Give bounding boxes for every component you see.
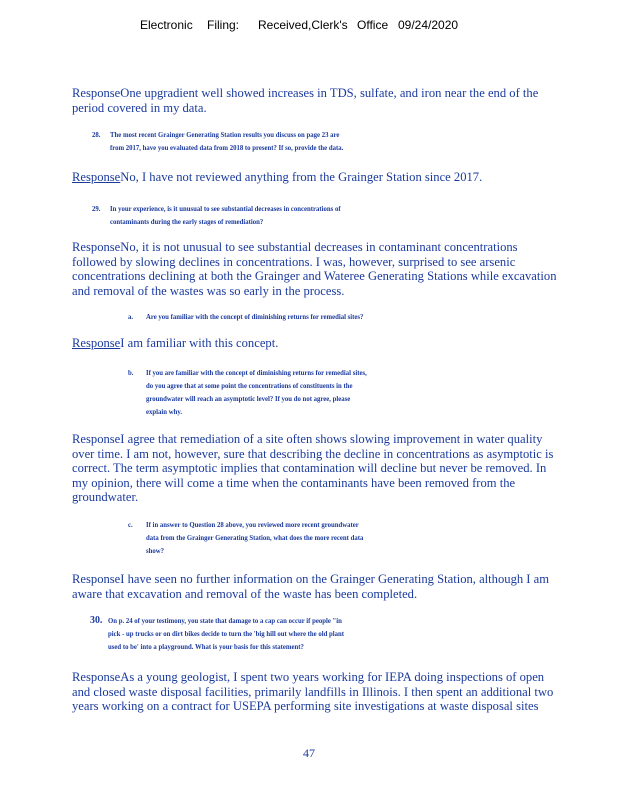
response-text: I am familiar with this concept.: [120, 336, 279, 350]
page-number: 47: [303, 746, 315, 760]
response-3: [72, 240, 562, 298]
question-number: 30.: [90, 614, 103, 626]
response-label: Response: [72, 240, 121, 254]
question-line: explain why.: [146, 407, 183, 416]
question-line: contaminants during the early stages of remediation?: [110, 217, 264, 226]
response-label: Response: [72, 86, 121, 100]
question-line: from 2017, have you evaluated data from 2018 to present? If so, provide the data.: [110, 143, 344, 152]
question-line: groundwater will reach an asymptotic level? If you do not agree, please: [146, 394, 351, 403]
question-line: used to be' into a playground. What is your basis for this statement?: [108, 642, 304, 651]
question-line: In your experience, is it unusual to see substantial decreases in concentrations of: [110, 204, 341, 213]
response-2: [72, 170, 562, 185]
header-office: Office: [357, 18, 389, 32]
response-label: Response: [72, 432, 121, 446]
question-number: c.: [128, 520, 133, 529]
question-line: show?: [146, 546, 165, 555]
header-electronic: Electronic: [140, 18, 193, 32]
response-text: I agree that remediation of a site often shows slowing improvement in water quality over time. I am not, however, sure that describing the decline in concentrations as asymptotic is correct. The term asymptotic implies that contamination will decline but never be removed. In my opinion, there will come a time when the contaminants have been removed from the groundwater.: [72, 432, 554, 505]
response-text: I have seen no further information on the Grainger Generating Station, although I am aware that excavation and removal of the waste has been completed.: [72, 572, 550, 601]
question-line: pick - up trucks or on dirt bikes decide to turn the 'big hill out where the old plant: [108, 629, 345, 638]
response-5: [72, 432, 562, 505]
response-1: [72, 86, 562, 115]
question-c: [128, 518, 364, 557]
header-date: 09/24/2020: [398, 18, 459, 32]
response-label: Response: [72, 170, 121, 184]
question-line: data from the Grainger Generating Station, what does the more recent data: [146, 533, 364, 542]
question-line: On p. 24 of your testimony, you state that damage to a cap can occur if people "in: [108, 616, 342, 625]
response-text: One upgradient well showed increases in TDS, sulfate, and iron near the end of the period covered in my data.: [72, 86, 539, 115]
question-line: Are you familiar with the concept of diminishing returns for remedial sites?: [146, 312, 364, 321]
response-label: Response: [72, 670, 121, 684]
response-4: [72, 336, 562, 351]
question-line: The most recent Grainger Generating Station results you discuss on page 23 are: [110, 130, 340, 139]
header-received: Received,Clerk's: [258, 18, 348, 32]
question-29: [92, 202, 341, 228]
response-text: No, I have not reviewed anything from the Grainger Station since 2017.: [120, 170, 483, 184]
question-number: b.: [128, 368, 134, 377]
response-label: Response: [72, 572, 121, 586]
question-28: [92, 128, 344, 154]
question-a: [128, 310, 364, 323]
header-filing: Filing:: [207, 18, 240, 32]
question-30: [90, 614, 345, 653]
response-text: As a young geologist, I spent two years working for IEPA doing inspections of open and closed waste disposal facilities, primarily landfills in Illinois. I then spent an additional two years working on a contract for USEPA performing site investigations at waste disposal sites: [72, 670, 554, 714]
question-number: 29.: [92, 204, 101, 213]
response-7: [72, 670, 562, 714]
question-line: If in answer to Question 28 above, you reviewed more recent groundwater: [146, 520, 359, 529]
response-6: [72, 572, 562, 601]
response-label: Response: [72, 336, 121, 350]
question-line: If you are familiar with the concept of diminishing returns for remedial sites,: [146, 368, 367, 377]
response-text: No, it is not unusual to see substantial decreases in contaminant concentrations followed by slowing declines in concentrations. I was, however, surprised to see arsenic concentrations declining at both the Grainger and Wateree Generating Stations while excavation and removal of the wastes was so early in the process.: [72, 240, 557, 298]
question-number: a.: [128, 312, 134, 321]
question-line: do you agree that at some point the concentrations of constituents in the: [146, 381, 353, 390]
question-number: 28.: [92, 130, 101, 139]
question-b: [128, 366, 367, 418]
